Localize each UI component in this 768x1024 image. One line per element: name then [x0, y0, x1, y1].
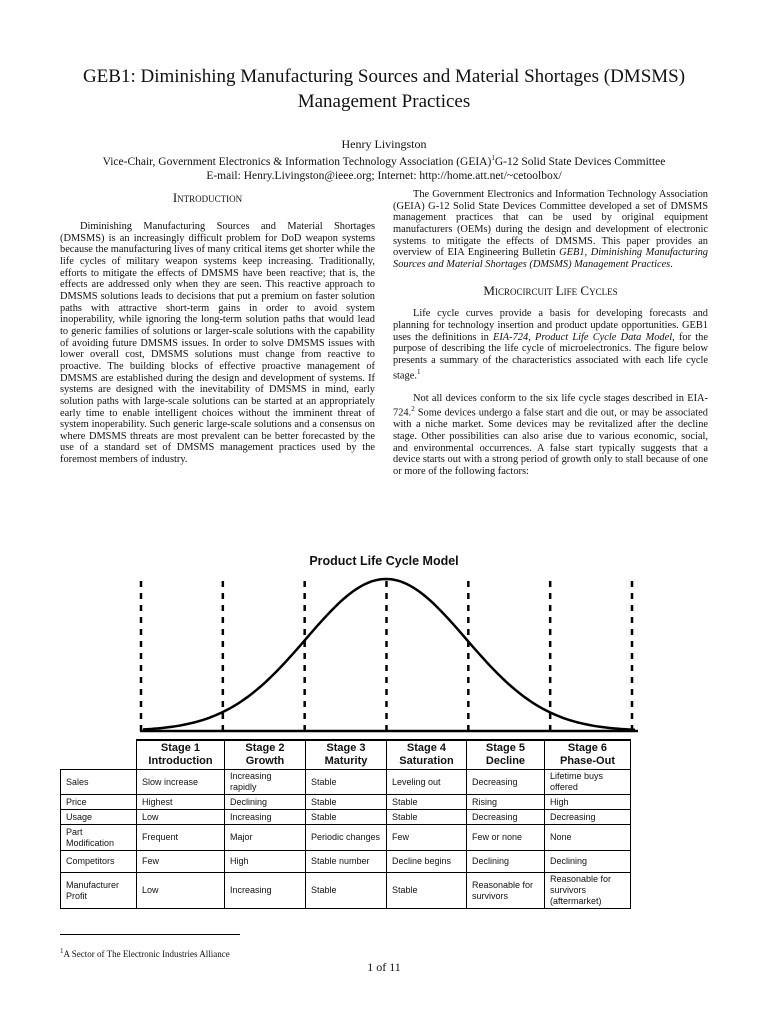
- table-cell: Increasing: [225, 873, 306, 909]
- stage-number: Stage 4: [406, 742, 447, 754]
- table-cell: Few or none: [467, 825, 545, 851]
- table-cell: None: [545, 825, 631, 851]
- table-row: [61, 873, 631, 909]
- stage-name: Saturation: [399, 755, 454, 767]
- table-cell: High: [225, 851, 306, 873]
- table-cell: Stable: [306, 873, 387, 909]
- author-name: Henry Livingston: [341, 137, 427, 151]
- p3-footnote-mark: 2: [411, 405, 415, 414]
- table-cell: Reasonable for survivors: [467, 873, 545, 909]
- table-cell: Increasing: [225, 810, 306, 825]
- table-cell: Slow increase: [137, 770, 225, 795]
- row-label: Competitors: [61, 851, 137, 873]
- footnote-mark: 1: [60, 947, 64, 955]
- table-cell: Stable number: [306, 851, 387, 873]
- p1-text: The Government Electronics and Information Technology Association (GEIA) G-12 Solid State Devices Committee developed a set of DMSMS management practices that can be used by original equipment manufacturers (OEMs) during the design and development of electronic systems to mitigate the effects of DMSMS. This paper provides an overview of EIA Engineering Bulletin: [393, 189, 708, 259]
- table-cell: Low: [137, 810, 225, 825]
- table-cell: Rising: [467, 795, 545, 810]
- stage-number: Stage 5: [485, 742, 526, 754]
- table-cell: Decreasing: [545, 810, 631, 825]
- table-header-row: [61, 740, 631, 770]
- affiliation-footnote-mark: 1: [491, 154, 495, 162]
- table-cell: Frequent: [137, 825, 225, 851]
- footnote: [60, 947, 230, 959]
- table-row: [61, 851, 631, 873]
- p3-end: Some devices undergo a false start and die out, or may be associated with a niche market. Some devices may be revitalized after the decline stage. Other possibilities can also arise due to various economic, social, and environmental occurrences. A false start typically suggests that a device starts out with a strong period of growth only to stall because of one or more of the following factors:: [393, 407, 708, 478]
- row-label: Price: [61, 795, 137, 810]
- table-cell: Stable: [387, 795, 467, 810]
- table-cell: Decline begins: [387, 851, 467, 873]
- header-stage-6: [545, 740, 631, 770]
- header-stage-1: [137, 740, 225, 770]
- p2-citation: EIA-724, Product Life Cycle Data Model: [493, 331, 673, 343]
- table-cell: Declining: [467, 851, 545, 873]
- stage-name: Maturity: [324, 755, 368, 767]
- footnote-text: A Sector of The Electronic Industries Alliance: [63, 949, 230, 959]
- p1-end: .: [670, 258, 673, 270]
- header-stage-2: [225, 740, 306, 770]
- table-cell: Stable: [306, 810, 387, 825]
- stage-name: Phase-Out: [559, 755, 615, 767]
- p2-end: , for the purpose of describing the life cycle of microelectronics. The figure below presents a summary of the characteristics associated with each life cycle stage.: [393, 331, 708, 381]
- stage-number: Stage 1: [160, 742, 201, 754]
- table-cell: Declining: [225, 795, 306, 810]
- stage-name: Introduction: [148, 755, 213, 767]
- table-row: [61, 795, 631, 810]
- stage-name: Decline: [485, 755, 526, 767]
- footnote-rule: [60, 934, 240, 935]
- intro-paragraph: Diminishing Manufacturing Sources and Material Shortages (DMSMS) is an increasingly difficult problem for DoD weapon systems because the manufacturing lives of many critical items get shorter while the life cycles of military weapon systems keep increasing. Traditionally, efforts to mitigate the effects of DMSMS have been reactive; that is, the effects are addressed only when they are seen. This reactive approach to DMSMS solutions leads to decisions that put a premium on faster solution paths with attractive short-term gains in order to avoid system inoperability, while ignoring the long-term solution paths that would lead to generic families of solutions or larger-scale solutions with the capability of avoiding future DMSMS issues. In order to solve DMSMS issues with lower overall cost, DMSMS solutions must change from reactive to proactive. The building blocks of effective proactive management of DMSMS are established during the design and development of systems. If systems are designed with the inevitability of DMSMS in mind, early solution paths with large-scale solutions can be started at an appropriately early time to enable intelligent choices without the imminent threat of system inoperability. Such generic large-scale solutions and a consensus on where DMSMS threats are most prevalent can be better forecasted by the use of a standard set of DMSMS management practices used by the foremost members of industry.: [60, 221, 375, 466]
- life-cycle-curve: [143, 579, 635, 730]
- stage-boundaries: [141, 581, 632, 731]
- p2-footnote-mark: 1: [416, 367, 421, 376]
- row-label: Manufacturer Profit: [61, 873, 137, 909]
- table-cell: Reasonable for survivors (aftermarket): [545, 873, 631, 909]
- intro-heading: Introduction: [172, 190, 243, 205]
- table-cell: Few: [387, 825, 467, 851]
- life-cycle-table: [60, 739, 631, 909]
- table-cell: Stable: [387, 810, 467, 825]
- table-cell: Lifetime buys offered: [545, 770, 631, 795]
- stage-number: Stage 3: [326, 742, 366, 754]
- p1-citation: GEB1, Diminishing Manufacturing Sources and Material Shortages (DMSMS) Management Practices: [393, 247, 708, 270]
- row-label: Sales: [61, 770, 137, 795]
- p3-text: Not all devices conform to the six life cycle stages described in EIA-724.: [393, 392, 708, 419]
- page-number: 1 of 11: [367, 960, 401, 974]
- table-cell: Decreasing: [467, 770, 545, 795]
- header-stage-4: [387, 740, 467, 770]
- title-line-1: GEB1: Diminishing Manufacturing Sources and Material Shortages (DMSMS): [82, 66, 686, 87]
- table-cell: Few: [137, 851, 225, 873]
- table-cell: Low: [137, 873, 225, 909]
- table-row: [61, 825, 631, 851]
- author-email: E-mail: Henry.Livingston@ieee.org; Internet: http://home.att.net/~cetoolbox/: [206, 169, 562, 182]
- table-cell: Highest: [137, 795, 225, 810]
- table-cell: Stable: [306, 770, 387, 795]
- table-cell: Declining: [545, 851, 631, 873]
- chart-title: Product Life Cycle Model: [309, 554, 459, 568]
- table-row: [61, 810, 631, 825]
- table-cell: Increasing rapidly: [225, 770, 306, 795]
- header-stage-3: [306, 740, 387, 770]
- table-cell: Decreasing: [467, 810, 545, 825]
- row-label: Part Modification: [61, 825, 137, 851]
- p2-text: Life cycle curves provide a basis for developing forecasts and planning for technology insertion and product update opportunities. GEB1 uses the definitions in: [393, 308, 708, 343]
- table-corner: [61, 740, 137, 770]
- header-stage-5: [467, 740, 545, 770]
- affiliation-text: Vice-Chair, Government Electronics & Information Technology Association (GEIA): [102, 155, 492, 168]
- affiliation-committee: G-12 Solid State Devices Committee: [494, 155, 666, 168]
- table-cell: Stable: [387, 873, 467, 909]
- table-row: [61, 770, 631, 795]
- table-cell: Leveling out: [387, 770, 467, 795]
- table-cell: High: [545, 795, 631, 810]
- stage-name: Growth: [245, 755, 285, 767]
- table-cell: Stable: [306, 795, 387, 810]
- microcircuit-heading: Microcircuit Life Cycles: [483, 282, 618, 298]
- table-body: [61, 770, 631, 909]
- row-label: Usage: [61, 810, 137, 825]
- table-cell: Major: [225, 825, 306, 851]
- stage-number: Stage 2: [245, 742, 285, 754]
- stage-number: Stage 6: [567, 742, 608, 754]
- title-line-2: Management Practices: [297, 91, 471, 112]
- table-cell: Periodic changes: [306, 825, 387, 851]
